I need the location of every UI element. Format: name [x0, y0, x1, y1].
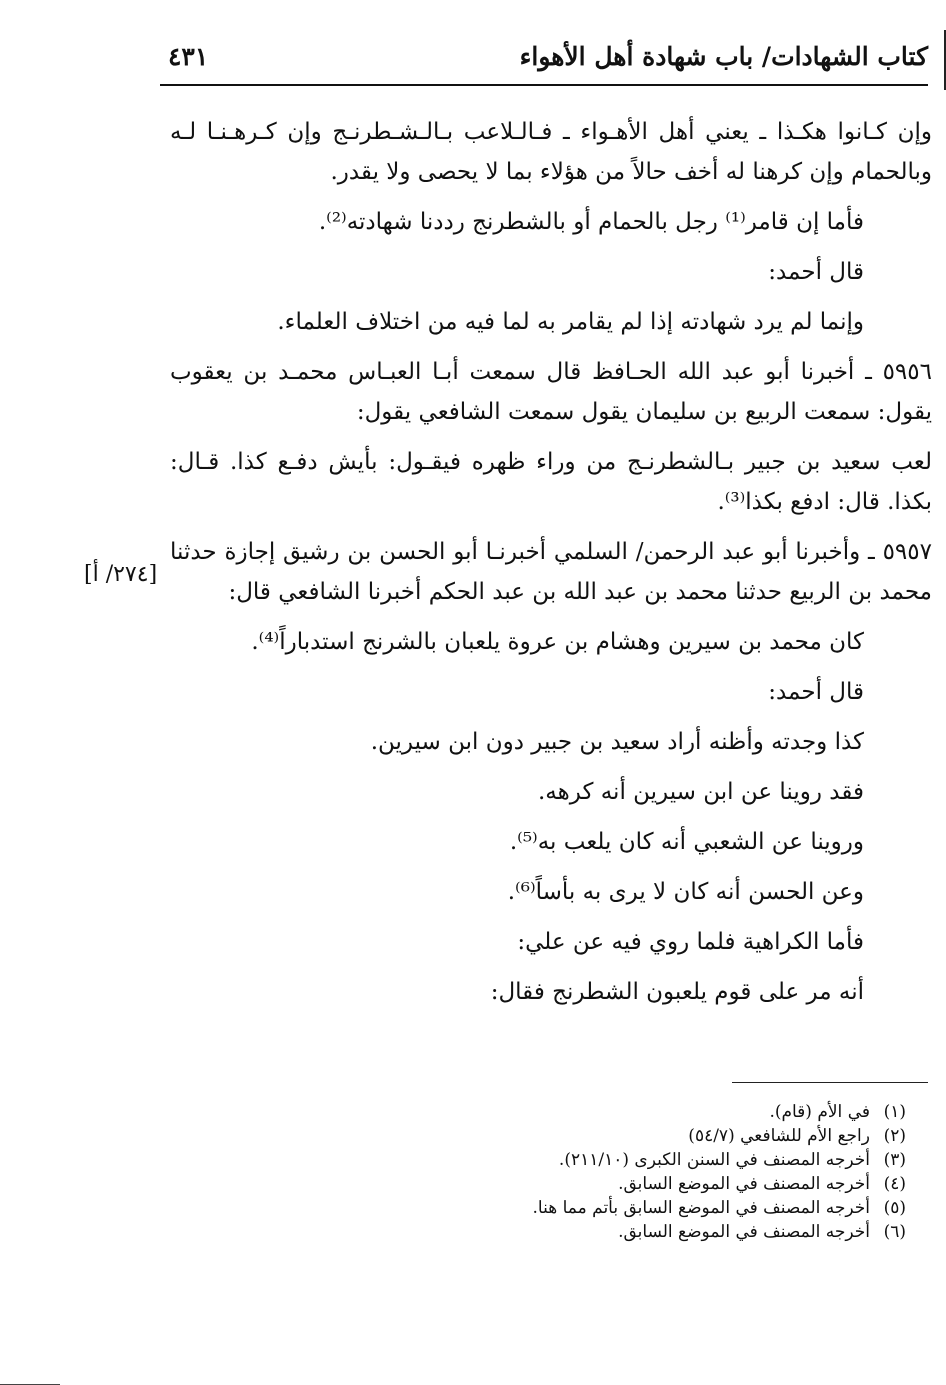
footnote-number: (١) [883, 1102, 906, 1122]
footnote-number: (٣) [883, 1150, 906, 1170]
paragraph-14: فأما الكراهية فلما روي فيه عن علي: [517, 929, 864, 955]
footnote-6 [300, 1220, 906, 1244]
hadith-5957: ٥٩٥٧ ـ وأخبرنا أبو عبد الرحمن/ السلمي أخبرنـا أبو الحسن بن رشيق إجازة حدثنا محمد بن الربيع حدثنا محمد بن عبد الله بن عبد الحكم أخبرنا الشافعي قال: [170, 539, 932, 605]
running-header [160, 38, 928, 86]
paragraph-12: وروينا عن الشعبي أنه كان يلعب به⁽⁵⁾. [509, 829, 864, 855]
footnote-4 [300, 1172, 906, 1196]
paragraph-10: كذا وجدته وأظنه أراد سعيد بن جبير دون ابن سيرين. [370, 729, 864, 755]
main-text [170, 112, 932, 1022]
footnotes [300, 1100, 906, 1244]
footnote-text: أخرجه المصنف في الموضع السابق. [618, 1174, 870, 1194]
footnote-text: راجع الأم للشافعي (٥٤/٧) [688, 1126, 870, 1146]
footnote-number: (٦) [883, 1222, 906, 1242]
page-number: ٤٣١ [168, 42, 209, 71]
footnote-text: في الأم (قام). [769, 1102, 870, 1122]
paragraph-13: وعن الحسن أنه كان لا يرى به بأساً⁽⁶⁾. [507, 879, 864, 905]
footnote-text: أخرجه المصنف في الموضع السابق. [618, 1222, 870, 1242]
paragraph-9: قال أحمد: [768, 679, 864, 705]
footnote-1 [300, 1100, 906, 1124]
chapter-title: كتاب الشهادات/ باب شهادة أهل الأهواء [519, 42, 928, 71]
footnote-number: (٤) [883, 1174, 906, 1194]
footnote-number: (٢) [883, 1126, 906, 1146]
footnote-5 [300, 1196, 906, 1220]
paragraph-11: فقد روينا عن ابن سيرين أنه كرهه. [537, 779, 864, 805]
hadith-5956: ٥٩٥٦ ـ أخبرنا أبو عبد الله الحـافظ قال سمعت أبـا العبـاس محمـد بن يعقوب يقول: سمعت الربيع بن سليمان يقول سمعت الشافعي يقول: [170, 359, 932, 425]
paragraph-6: لعب سعيد بن جبير بـالشطرنـج من وراء ظهره فيقـول: بأيش دفـع كذا. قـال: بكذا. قال: ادفع بكذا⁽³⁾. [170, 449, 932, 515]
footnote-number: (٥) [883, 1198, 906, 1218]
paragraph-15: أنه مر على قوم يلعبون الشطرنج فقال: [490, 979, 864, 1005]
paragraph-4: وإنما لم يرد شهادته إذا لم يقامر به لما فيه من اختلاف العلماء. [277, 309, 864, 335]
footnote-3 [300, 1148, 906, 1172]
footnote-text: أخرجه المصنف في السنن الكبرى (٢١١/١٠). [558, 1150, 870, 1170]
paragraph-1: وإن كـانوا هكـذا ـ يعني أهل الأهـواء ـ فـالـلاعب بـالـشـطرنـج وإن كـرهـنـا لـه وبالحمام وإن كرهنا له أخف حالاً من هؤلاء بما لا يحصى ولا يقدر. [170, 119, 932, 185]
footnote-separator [732, 1082, 928, 1083]
footnote-2 [300, 1124, 906, 1148]
paragraph-8: كان محمد بن سيرين وهشام بن عروة يلعبان بالشرنج استدباراً⁽⁴⁾. [251, 629, 864, 655]
footnote-text: أخرجه المصنف في الموضع السابق بأتم مما هنا. [532, 1198, 870, 1218]
manuscript-folio-reference: [٢٧٤/ أ] [84, 562, 158, 587]
paragraph-2: فأما إن قامر⁽¹⁾ رجل بالحمام أو بالشطرنج رددنا شهادته⁽²⁾. [318, 209, 864, 235]
paragraph-3: قال أحمد: [768, 259, 864, 285]
